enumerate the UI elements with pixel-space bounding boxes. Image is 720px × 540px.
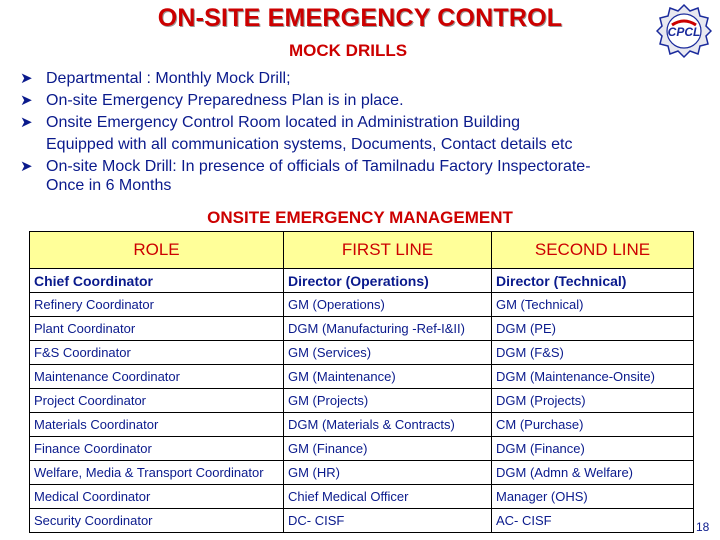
- section-title: ONSITE EMERGENCY MANAGEMENT: [207, 208, 513, 227]
- bullet-continuation: Equipped with all communication systems, Documents, Contact details etc: [46, 136, 573, 153]
- arrow-bullet-icon: ➤: [20, 158, 33, 175]
- column-header-role: ROLE: [30, 232, 284, 269]
- role-cell: Refinery Coordinator: [30, 293, 284, 317]
- table-row: [30, 389, 694, 413]
- role-cell: F&S Coordinator: [30, 341, 284, 365]
- role-cell: Plant Coordinator: [30, 317, 284, 341]
- table-row: [30, 413, 694, 437]
- role-cell: Chief Coordinator: [30, 269, 284, 293]
- bullet-text: On-site Emergency Preparedness Plan is in place.: [46, 92, 404, 109]
- second-line-cell: DGM (F&S): [492, 341, 694, 365]
- bullet-item: [20, 112, 710, 134]
- first-line-cell: DGM (Manufacturing -Ref-I&II): [284, 317, 492, 341]
- bullet-list: [20, 68, 710, 194]
- table-row: [30, 293, 694, 317]
- second-line-cell: CM (Purchase): [492, 413, 694, 437]
- second-line-cell: GM (Technical): [492, 293, 694, 317]
- arrow-bullet-icon: ➤: [20, 114, 33, 131]
- table-row: [30, 365, 694, 389]
- table-row: [30, 437, 694, 461]
- table-row: [30, 317, 694, 341]
- page-subtitle: MOCK DRILLS: [289, 41, 408, 60]
- bullet-item: [20, 90, 710, 112]
- role-cell: Security Coordinator: [30, 509, 284, 533]
- table-row: [30, 485, 694, 509]
- second-line-cell: DGM (PE): [492, 317, 694, 341]
- first-line-cell: GM (Services): [284, 341, 492, 365]
- table-row: [30, 461, 694, 485]
- first-line-cell: GM (Finance): [284, 437, 492, 461]
- first-line-cell: GM (Maintenance): [284, 365, 492, 389]
- first-line-cell: DC- CISF: [284, 509, 492, 533]
- column-header-second-line: SECOND LINE: [492, 232, 694, 269]
- second-line-cell: Director (Technical): [492, 269, 694, 293]
- page-number: 18: [696, 520, 710, 534]
- first-line-cell: Chief Medical Officer: [284, 485, 492, 509]
- bullet-item: [20, 68, 710, 90]
- first-line-cell: GM (HR): [284, 461, 492, 485]
- bullet-item: [20, 156, 710, 178]
- second-line-cell: AC- CISF: [492, 509, 694, 533]
- role-cell: Maintenance Coordinator: [30, 365, 284, 389]
- first-line-cell: GM (Projects): [284, 389, 492, 413]
- first-line-cell: GM (Operations): [284, 293, 492, 317]
- second-line-cell: DGM (Projects): [492, 389, 694, 413]
- first-line-cell: DGM (Materials & Contracts): [284, 413, 492, 437]
- second-line-cell: DGM (Finance): [492, 437, 694, 461]
- role-cell: Welfare, Media & Transport Coordinator: [30, 461, 284, 485]
- second-line-cell: Manager (OHS): [492, 485, 694, 509]
- arrow-bullet-icon: ➤: [20, 70, 33, 87]
- arrow-bullet-icon: ➤: [20, 92, 33, 109]
- second-line-cell: DGM (Admn & Welfare): [492, 461, 694, 485]
- table-row: [30, 341, 694, 365]
- table-header-row: [30, 232, 694, 269]
- first-line-cell: Director (Operations): [284, 269, 492, 293]
- roles-table: [29, 231, 694, 533]
- bullet-text: Onsite Emergency Control Room located in Administration Building: [46, 114, 521, 131]
- role-cell: Materials Coordinator: [30, 413, 284, 437]
- svg-text:CPCL: CPCL: [667, 25, 701, 39]
- bullet-continuation: Once in 6 Months: [46, 177, 172, 194]
- column-header-first-line: FIRST LINE: [284, 232, 492, 269]
- table-row: [30, 509, 694, 533]
- role-cell: Project Coordinator: [30, 389, 284, 413]
- bullet-text: On-site Mock Drill: In presence of officials of Tamilnadu Factory Inspectorate-: [46, 158, 591, 175]
- second-line-cell: DGM (Maintenance-Onsite): [492, 365, 694, 389]
- cpcl-logo-icon: [656, 3, 712, 59]
- role-cell: Finance Coordinator: [30, 437, 284, 461]
- page-title: ON-SITE EMERGENCY CONTROL: [157, 4, 563, 32]
- role-cell: Medical Coordinator: [30, 485, 284, 509]
- bullet-text: Departmental : Monthly Mock Drill;: [46, 70, 291, 87]
- table-row: [30, 269, 694, 293]
